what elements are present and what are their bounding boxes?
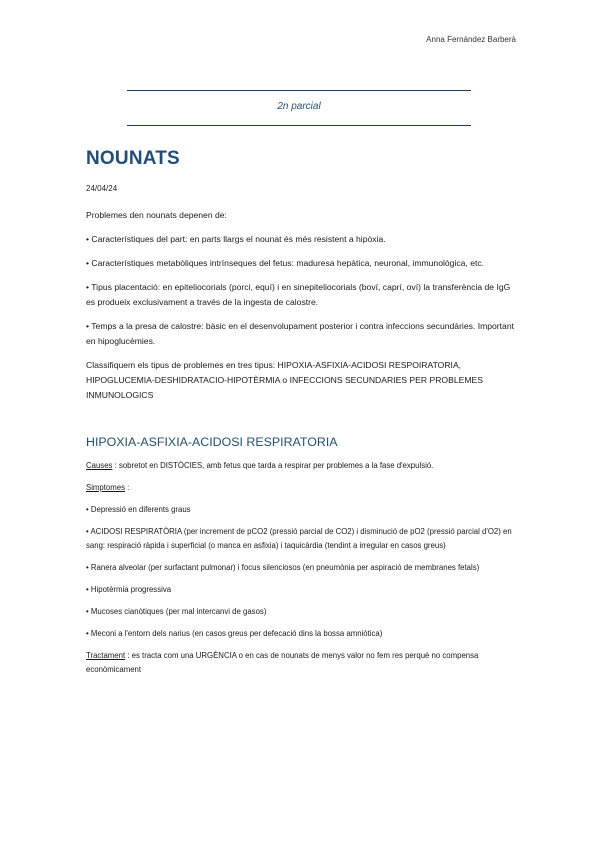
causes-text: : sobretot en DISTÒCIES, amb fetus que tarda a respirar per problemes a la fase d'expulsió. [114, 461, 434, 470]
intro-bullet: • Característiques metabòliques intrínseques del fetus: maduresa hepàtica, neuronal, immunològica, etc. [86, 258, 485, 268]
author-name: Anna Fernández Barberà [426, 35, 516, 44]
intro-bullet: • Temps a la presa de calostre: bàsic en el desenvolupament posterior i contra infeccions secundàries. Important en hipoglucèmies. [86, 321, 514, 346]
symptom-item: • Meconi a l'entorn dels narius (en casos greus per defecació dins la bossa amniòtica) [86, 629, 383, 638]
symptom-item: • Ranera alveolar (per surfactant pulmonar) i focus silenciosos (en pneumònia per aspiració de membranes fetals) [86, 563, 480, 572]
page-title: NOUNATS [86, 148, 180, 169]
causes-label: Causes [86, 461, 113, 470]
symptoms-heading [86, 481, 518, 495]
section-content [86, 459, 518, 677]
intro-lead: Problemes den nounats depenen de: [86, 210, 227, 220]
causes-paragraph [86, 459, 518, 473]
intro-bullet: • Tipus placentació: en epiteliocorials (porci, equí) i en sinepiteliocorials (boví, caprí, oví) la transferència de IgG es produeix exclusivament a través de la ingesta de calostre. [86, 282, 511, 307]
document-body [86, 148, 518, 677]
treatment-paragraph [86, 649, 518, 677]
symptom-item: • Mucoses cianòtiques (per mal intercanvi de gasos) [86, 607, 267, 616]
symptom-item: • Hipotèrmia progressiva [86, 585, 172, 594]
document-subtitle: 2n parcial [277, 101, 321, 112]
symptom-item: • Depressió en diferents graus [86, 505, 191, 514]
top-divider [127, 90, 471, 91]
classification-paragraph: Classifiquem els tipus de problemes en tres tipus: HIPOXIA-ASFIXIA-ACIDOSI RESPOIRATORIA, HIPOGLUCEMIA-DESHIDRATACIO-HIPOTÈRMIA o INFECCIONS SECUNDARIES PER PROBLEMES INMUNOLOGICS [86, 360, 483, 400]
symptom-item: • ACIDOSI RESPIRATÒRIA (per increment de pCO2 (pressió parcial de CO2) i disminució de pO2 (pressió parcial d'O2) en sang: respiració ràpida i superficial (o manca en asfixia) i taquicàrdia (tendint a irregular en casos greus) [86, 527, 512, 550]
section-heading: HIPOXIA-ASFIXIA-ACIDOSI RESPIRATORIA [86, 435, 338, 449]
bottom-divider [127, 125, 471, 126]
treatment-text: : es tracta com una URGÈNCIA o en cas de nounats de menys valor no fem res perquè no compensa econòmicament [86, 651, 479, 674]
symptoms-suffix: : [125, 483, 130, 492]
treatment-label: Tractament [86, 651, 126, 660]
intro-bullet: • Característiques del part: en parts llargs el nounat és més resistent a hipòxia. [86, 234, 386, 244]
document-date: 24/04/24 [86, 184, 118, 193]
symptoms-label: Simptomes [86, 483, 125, 492]
